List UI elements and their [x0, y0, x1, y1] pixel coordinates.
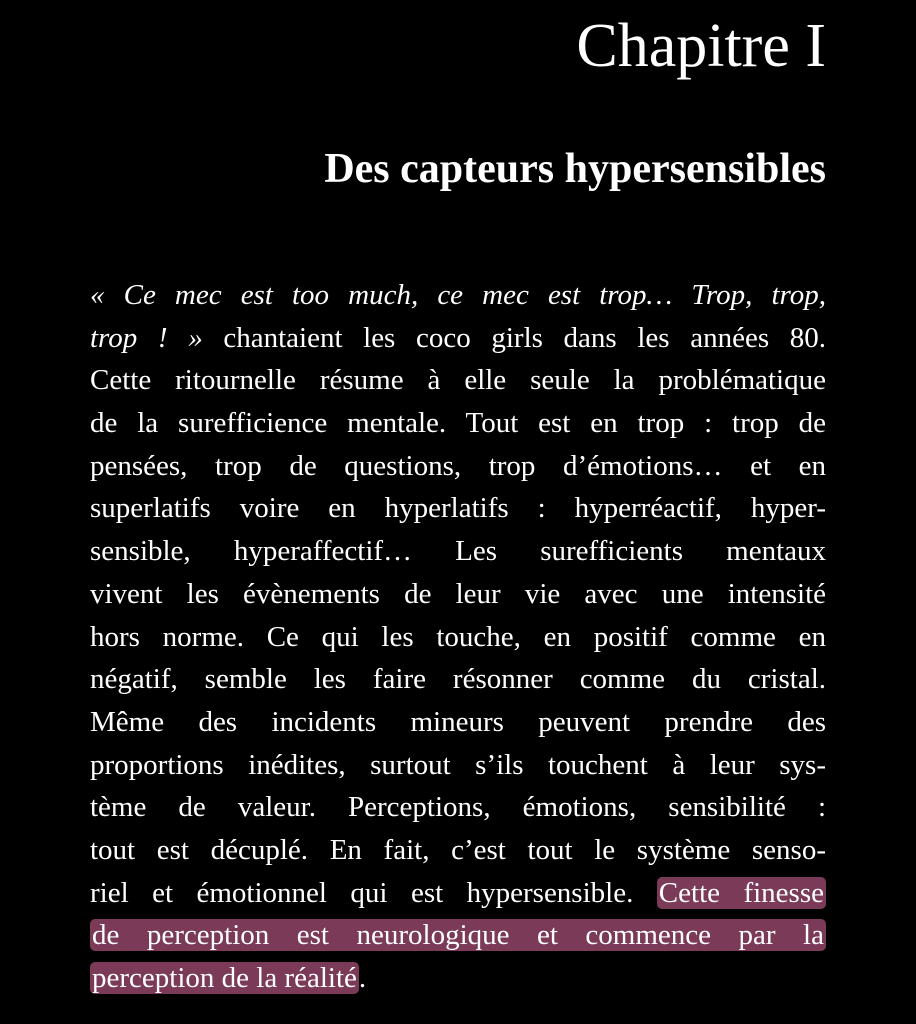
line-text: hors norme. Ce qui les touche, en positif comme en	[90, 620, 826, 653]
body-line-9	[90, 616, 826, 659]
line-text: pensées, trop de questions, trop d’émotions… et en	[90, 449, 826, 482]
body-line-16	[90, 914, 826, 957]
text-highlight[interactable]: perception de la réalité	[92, 962, 357, 994]
text-highlight[interactable]: de perception est neurologique et commence par la	[92, 919, 824, 952]
line-text: négatif, semble les faire résonner comme du cristal.	[90, 663, 826, 696]
body-line-5	[90, 445, 826, 488]
line-text: .	[358, 962, 367, 994]
line-text: proportions inédites, surtout s’ils touchent à leur sys-	[90, 748, 826, 781]
line-text: sensible, hyperaffectif… Les surefficients mentaux	[90, 535, 826, 568]
chapter-title: Chapitre I	[576, 12, 826, 80]
line-text: chantaient les coco girls dans les années 80.	[202, 321, 826, 354]
section-title: Des capteurs hypersensibles	[324, 146, 826, 192]
body-paragraph	[90, 274, 826, 1000]
body-line-13	[90, 786, 826, 829]
body-line-4	[90, 402, 826, 445]
line-text: Même des incidents mineurs peuvent prendre des	[90, 705, 826, 738]
body-line-17	[90, 957, 826, 1000]
body-line-2	[90, 317, 826, 360]
line-text: superlatifs voire en hyperlatifs : hyperréactif, hyper-	[90, 492, 826, 525]
body-line-14	[90, 829, 826, 872]
line-text: Cette ritournelle résume à elle seule la problématique	[90, 364, 826, 397]
text-highlight[interactable]: Cette finesse	[658, 876, 824, 909]
line-text: riel et émotionnel qui est hypersensible.	[90, 876, 657, 909]
body-line-15	[90, 872, 826, 915]
line-text: vivent les évènements de leur vie avec une intensité	[90, 577, 826, 610]
quote-text: « Ce mec est too much, ce mec est trop… Trop, trop,	[90, 279, 826, 311]
line-text: de la surefficience mentale. Tout est en trop : trop de	[90, 407, 826, 440]
quote-text: trop ! »	[90, 321, 203, 354]
line-text: tème de valeur. Perceptions, émotions, sensibilité :	[90, 791, 826, 824]
body-line-8	[90, 573, 826, 616]
body-line-1	[90, 274, 826, 317]
body-line-6	[90, 487, 826, 530]
body-line-3	[90, 359, 826, 402]
body-line-7	[90, 530, 826, 573]
body-line-11	[90, 701, 826, 744]
body-line-10	[90, 658, 826, 701]
body-line-12	[90, 744, 826, 787]
line-text: tout est décuplé. En fait, c’est tout le système senso-	[90, 833, 826, 866]
